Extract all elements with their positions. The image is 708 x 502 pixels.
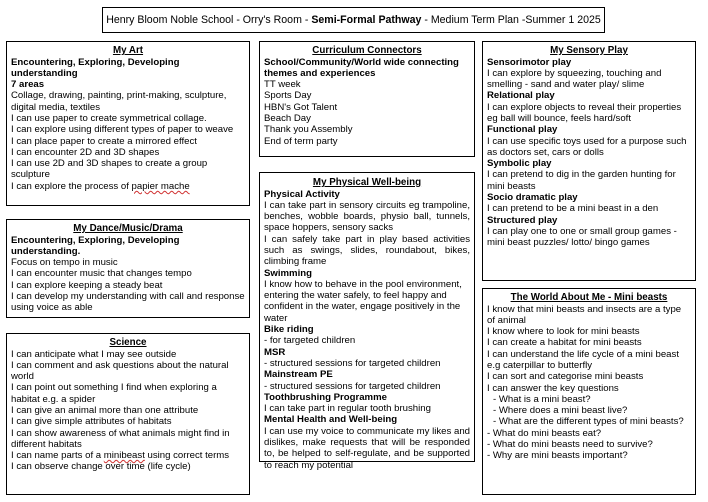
physical-activity-heading: Physical Activity — [264, 188, 340, 200]
list-item-text: using correct terms — [144, 450, 230, 462]
spelling-flagged-word: minibeast — [103, 450, 145, 462]
list-item: I can encounter 2D and 3D shapes — [11, 146, 160, 158]
list-item: I can create a habitat for mini beasts — [487, 337, 642, 349]
mental-health-heading: Mental Health and Well-being — [264, 414, 398, 426]
bike-riding-text: - for targeted children — [264, 335, 356, 347]
dance-subtitle: Encountering, Exploring, Developing understanding. — [11, 234, 180, 257]
world-title: The World About Me - Mini beasts — [510, 292, 668, 303]
dance-music-drama-panel — [6, 219, 250, 318]
title-prefix: Henry Bloom Noble School - Orry's Room - — [106, 14, 312, 26]
question-item: - What is a mini beast? — [493, 393, 591, 405]
toothbrushing-heading: Toothbrushing Programme — [264, 391, 387, 403]
question-item: - What are the different types of mini beasts? — [493, 416, 684, 428]
list-item: I can use paper to create symmetrical collage. — [11, 112, 207, 124]
list-item: I can observe change over time (life cycle) — [11, 461, 191, 473]
list-item: I can take part in sensory circuits eg trampoline, benches, wobble boards, physio ball, tunnels, space hoppers, sensory sacks — [264, 199, 470, 234]
my-art-areas-heading: 7 areas — [11, 79, 45, 91]
world-about-me-panel — [482, 288, 696, 495]
structured-text: I can play one to one or small group games - mini beast puzzles/ lotto/ bingo games — [487, 225, 677, 249]
spelling-flagged-word: papier mache — [131, 180, 190, 192]
my-art-panel — [6, 41, 250, 206]
curriculum-subtitle: School/Community/World wide connecting themes and experiences — [264, 56, 459, 79]
sensory-play-panel — [482, 41, 696, 281]
list-item: TT week — [264, 79, 301, 91]
science-title: Science — [109, 337, 147, 348]
curriculum-connectors-panel — [259, 41, 475, 157]
list-item: I can explore keeping a steady beat — [11, 279, 163, 291]
socio-dramatic-heading: Socio dramatic play — [487, 192, 578, 204]
physical-wellbeing-panel — [259, 172, 475, 471]
swimming-heading: Swimming — [264, 267, 312, 279]
document-title — [102, 7, 605, 33]
title-suffix: - Medium Term Plan -Summer 1 2025 — [421, 14, 601, 26]
swimming-text: I know how to behave in the pool environment, entering the water safely, to feel happy and confident in the water, engage positively in the water — [264, 278, 462, 324]
my-art-areas-text: Collage, drawing, painting, print-making, sculpture, digital media, textiles — [11, 90, 227, 113]
sensorimotor-text: I can explore by squeezing, touching and smelling - sand and water play/ slime — [487, 67, 662, 91]
my-art-subtitle: Encountering, Exploring, Developing understanding — [11, 56, 180, 79]
question-item: - Where does a mini beast live? — [493, 405, 628, 417]
symbolic-heading: Symbolic play — [487, 158, 552, 170]
list-item: I can develop my understanding with call and response using voice as able — [11, 290, 245, 314]
list-item-text: I can name parts of a — [11, 450, 104, 462]
curriculum-title: Curriculum Connectors — [312, 45, 422, 56]
list-item: I know that mini beasts and insects are a type of animal — [487, 303, 682, 326]
list-item: I can encounter music that changes tempo — [11, 268, 192, 280]
relational-text: I can explore objects to reveal their properties eg ball will bounce, feels hard/soft — [487, 101, 682, 124]
list-item: I can understand the life cycle of a mini beast e.g caterpillar to butterfly — [487, 348, 679, 371]
list-item: I can comment and ask questions about the natural world — [11, 359, 229, 383]
structured-heading: Structured play — [487, 214, 558, 226]
list-item: I can give simple attributes of habitats — [11, 416, 172, 428]
list-item: I can use 2D and 3D shapes to create a group sculpture — [11, 158, 208, 181]
list-item: I can answer the key questions — [487, 382, 619, 394]
list-item: I can point out something I find when exploring a habitat e.g. a spider — [11, 382, 217, 405]
question-item: - Why are mini beasts important? — [487, 450, 628, 462]
question-item: - What do mini beasts eat? — [487, 427, 602, 439]
my-art-title: My Art — [112, 45, 144, 56]
title-pathway: Semi-Formal Pathway — [311, 14, 422, 26]
list-item: Beach Day — [264, 112, 311, 124]
list-item: Thank you Assembly — [264, 124, 353, 136]
list-item: I can show awareness of what animals might find in different habitats — [11, 427, 230, 450]
bike-riding-heading: Bike riding — [264, 324, 314, 336]
list-item — [11, 181, 245, 192]
list-item: I know where to look for mini beasts — [487, 326, 640, 338]
msr-heading: MSR — [264, 346, 286, 358]
list-item-text: I can explore the process of — [11, 180, 132, 192]
science-panel — [6, 333, 250, 495]
wellbeing-title: My Physical Well-being — [312, 177, 422, 188]
socio-dramatic-text: I can pretend to be a mini beast in a den — [487, 203, 659, 215]
dance-title: My Dance/Music/Drama — [73, 223, 183, 234]
list-item: I can place paper to create a mirrored effect — [11, 135, 197, 147]
msr-text: - structured sessions for targeted children — [264, 357, 441, 369]
list-item — [11, 450, 245, 461]
mainstream-pe-heading: Mainstream PE — [264, 369, 333, 381]
list-item: Focus on tempo in music — [11, 257, 118, 269]
symbolic-text: I can pretend to dig in the garden hunting for mini beasts — [487, 169, 676, 192]
list-item: Sports Day — [264, 90, 312, 102]
list-item: I can give an animal more than one attribute — [11, 404, 199, 416]
relational-heading: Relational play — [487, 90, 555, 102]
sensorimotor-heading: Sensorimotor play — [487, 56, 572, 68]
sensory-title: My Sensory Play — [550, 45, 628, 56]
toothbrushing-text: I can take part in regular tooth brushing — [264, 403, 431, 415]
list-item: I can sort and categorise mini beasts — [487, 371, 644, 383]
list-item: HBN's Got Talent — [264, 101, 338, 113]
list-item: I can explore using different types of paper to weave — [11, 124, 234, 136]
functional-text: I can use specific toys used for a purpose such as doctors set, cars or dolls — [487, 135, 687, 158]
question-item: - What do mini beasts need to survive? — [487, 439, 653, 451]
functional-heading: Functional play — [487, 124, 558, 136]
list-item: I can safely take part in play based activities such as swings, slides, roundabout, bikes, climbing frame — [264, 233, 470, 268]
list-item: I can anticipate what I may see outside — [11, 348, 177, 360]
mainstream-pe-text: - structured sessions for targeted children — [264, 380, 441, 392]
list-item: End of term party — [264, 135, 338, 147]
mental-health-text: I can use my voice to communicate my likes and dislikes, make requests that will be responded to, be helped to self-regulate, and be supported to reach my potential — [264, 425, 470, 471]
